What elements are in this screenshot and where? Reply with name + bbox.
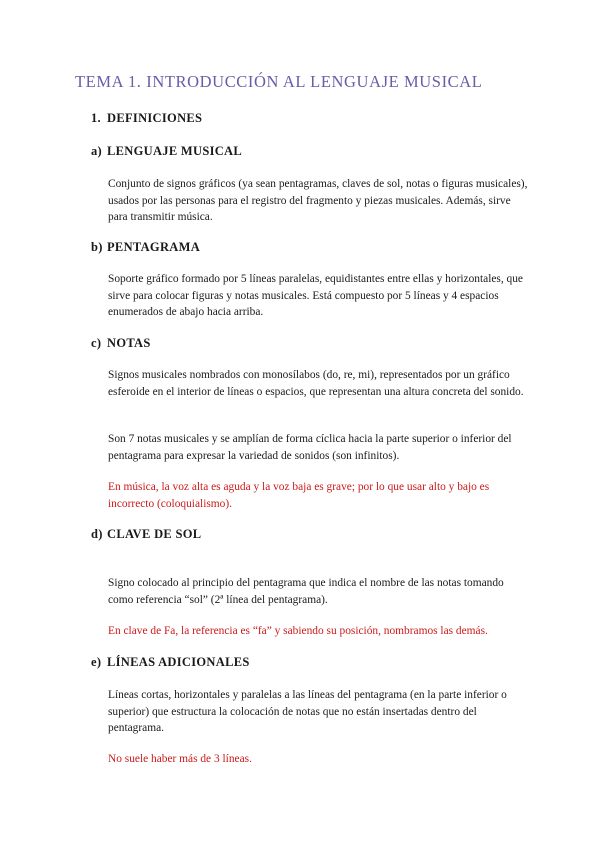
document-title: TEMA 1. INTRODUCCIÓN AL LENGUAJE MUSICAL [75,72,483,91]
subheading-letter: b) [91,240,103,254]
section-label: DEFINICIONES [107,111,203,125]
subheading-label: NOTAS [107,336,151,350]
subheading-label: PENTAGRAMA [107,240,201,254]
section-number: 1. [91,111,101,125]
subheading-lineas-adicionales [91,655,250,670]
subheading-letter: d) [91,527,103,541]
note-text: No suele haber más de 3 líneas. [108,753,252,765]
note-text: En música, la voz alta es aguda y la voz baja es grave; por lo que usar alto y bajo es incorrecto (coloquialismo). [108,481,490,510]
note-text: En clave de Fa, la referencia es “fa” y sabiendo su posición, nombramos las demás. [108,625,488,637]
subheading-letter: c) [91,336,102,350]
subheading-notas [91,336,151,351]
paragraph: Líneas cortas, horizontales y paralelas a las líneas del pentagrama (en la parte inferior o superior) que estructura la colocación de notas que no están insertadas dentro del pentagrama. [108,689,507,734]
paragraph: Conjunto de signos gráficos (ya sean pentagramas, claves de sol, notas o figuras musicales), usados por las personas para el registro del fragmento y piezas musicales. Además, sirve para transmitir música. [108,178,528,223]
subheading-clave-de-sol [91,527,201,542]
paragraph: Son 7 notas musicales y se amplían de forma cíclica hacia la parte superior o inferior del pentagrama para expresar la variedad de sonidos (son infinitos). [108,433,512,462]
subheading-label: LÍNEAS ADICIONALES [107,655,250,669]
paragraph: Signos musicales nombrados con monosílabos (do, re, mi), representados por un gráfico esferoide en el interior de líneas o espacios, que representan una altura concreta del sonido. [108,369,524,398]
subheading-lenguaje-musical [91,144,242,159]
subheading-letter: a) [91,144,103,158]
paragraph: Signo colocado al principio del pentagrama que indica el nombre de las notas tomando como referencia “sol” (2ª línea del pentagrama). [108,577,504,606]
subheading-letter: e) [91,655,102,669]
subheading-pentagrama [91,240,200,255]
subheading-label: CLAVE DE SOL [107,527,202,541]
subheading-label: LENGUAJE MUSICAL [107,144,243,158]
paragraph: Soporte gráfico formado por 5 líneas paralelas, equidistantes entre ellas y horizontales, que sirve para colocar figuras y notas musicales. Está compuesto por 5 líneas y 4 espacios enumerados de abajo hacia arriba. [108,273,523,318]
section-heading [91,111,202,126]
